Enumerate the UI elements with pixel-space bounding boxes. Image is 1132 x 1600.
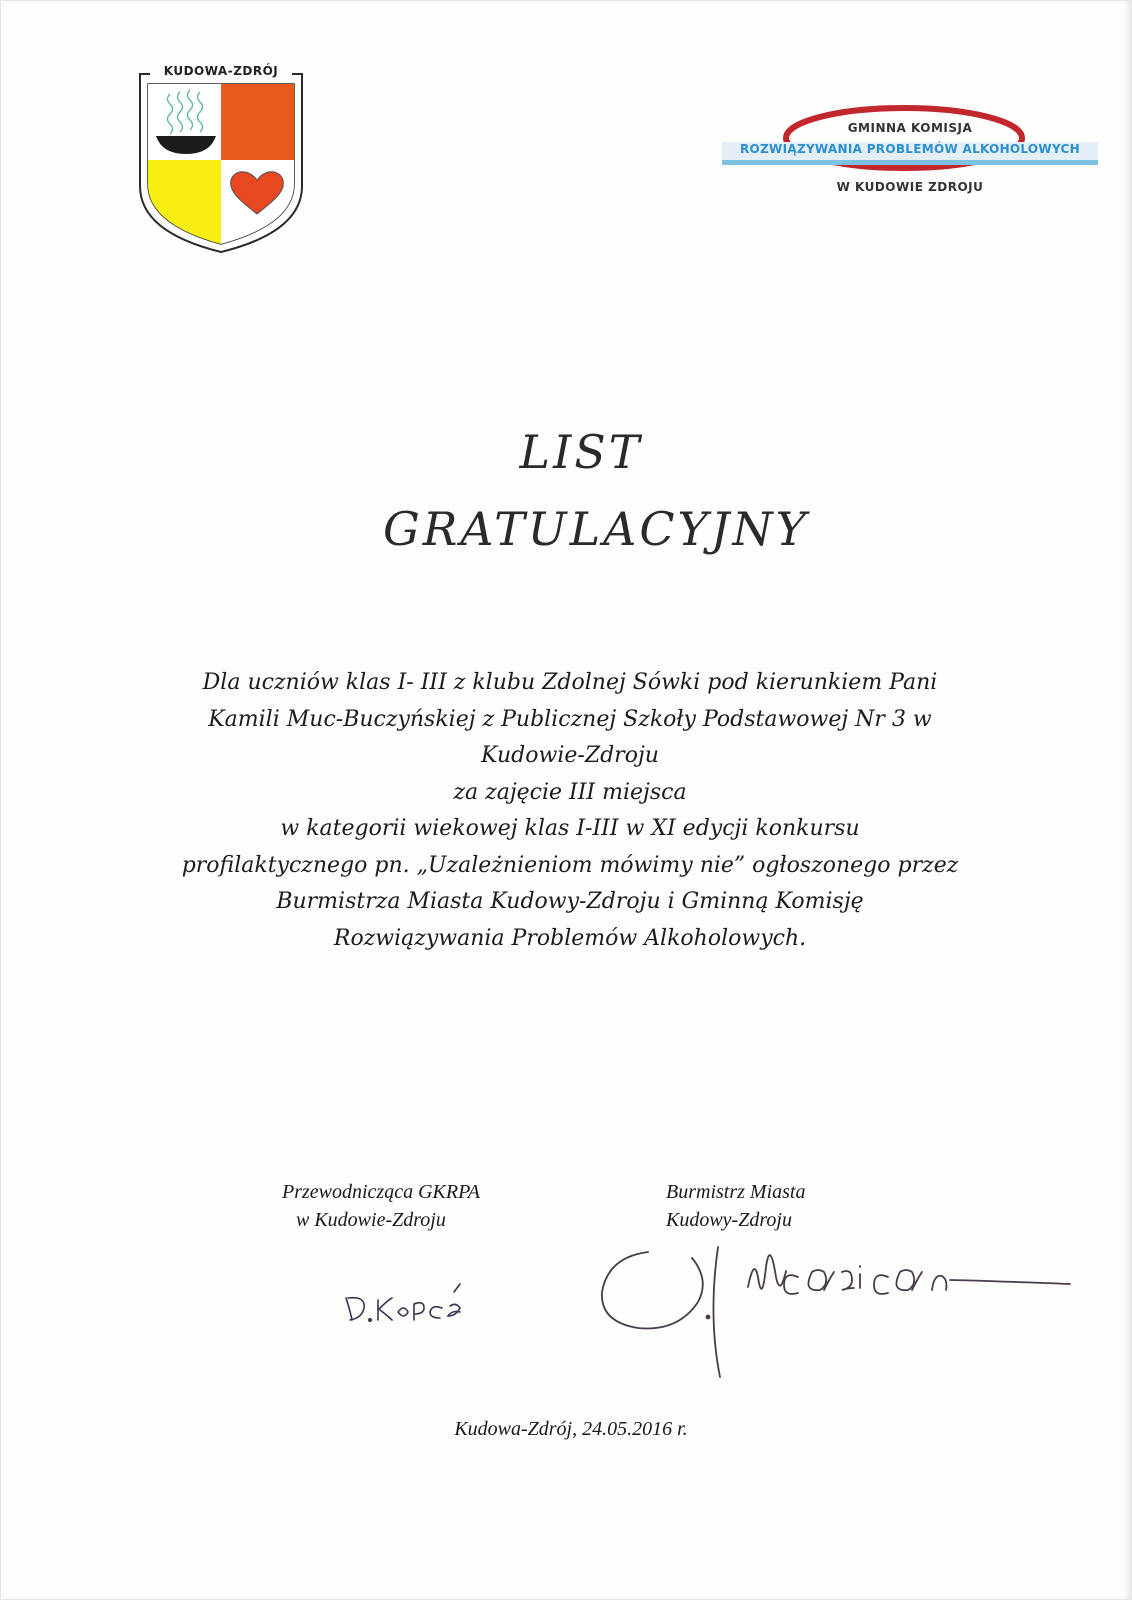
- signatory-left: [282, 1178, 582, 1234]
- crest-red-field: [221, 84, 294, 160]
- signatory-left-place: w Kudowie-Zdroju: [296, 1209, 446, 1231]
- signatory-right-place: Kudowy-Zdroju: [666, 1209, 792, 1231]
- body-line: za zajęcie III miejsca: [453, 779, 687, 805]
- commission-name-line1: GMINNA KOMISJA: [847, 121, 973, 135]
- signatory-right-title: Burmistrz Miasta: [666, 1181, 806, 1203]
- signatory-right: [666, 1178, 966, 1234]
- body-line: Kamili Muc-Buczyńskiej z Publicznej Szkoły Podstawowej Nr 3 w: [208, 706, 932, 732]
- commission-logo-ellipse-icon: [782, 104, 1032, 176]
- place-and-date: Kudowa-Zdrój, 24.05.2016 r.: [454, 1418, 688, 1440]
- signature-right: [598, 1232, 1098, 1382]
- signatory-left-title: Przewodnicząca GKRPA: [282, 1181, 480, 1203]
- body-line: Burmistrza Miasta Kudowy-Zdroju i Gminną Komisję: [276, 889, 864, 914]
- commission-name-line3: W KUDOWIE ZDROJU: [836, 180, 984, 194]
- crest-label: KUDOWA-ZDRÓJ: [150, 64, 292, 78]
- body-line: profilaktycznego pn. „Uzależnieniom mówimy nie” ogłoszonego przez: [181, 852, 959, 878]
- crest-yellow-field: [148, 160, 221, 250]
- body-line: Dla uczniów klas I- III z klubu Zdolnej Sówki pod kierunkiem Pani: [202, 670, 938, 695]
- title-line-2: GRATULACYJNY: [383, 502, 809, 556]
- certificate-body: [120, 665, 1020, 957]
- commission-logo-bar: [722, 160, 1098, 165]
- commission-name-line2: ROZWIĄZYWANIA PROBLEMÓW ALKOHOLOWYCH: [740, 142, 1080, 156]
- coat-of-arms: [136, 64, 306, 256]
- body-line: Kudowie-Zdroju: [481, 743, 659, 768]
- title-line-1: LIST: [519, 425, 643, 479]
- body-line: Rozwiązywania Problemów Alkoholowych.: [333, 925, 807, 951]
- signature-left: [338, 1270, 468, 1330]
- body-line: w kategorii wiekowej klas I-III w XI edycji konkursu: [280, 816, 860, 841]
- coat-of-arms-shield: [136, 64, 306, 256]
- commission-logo: [722, 104, 1098, 204]
